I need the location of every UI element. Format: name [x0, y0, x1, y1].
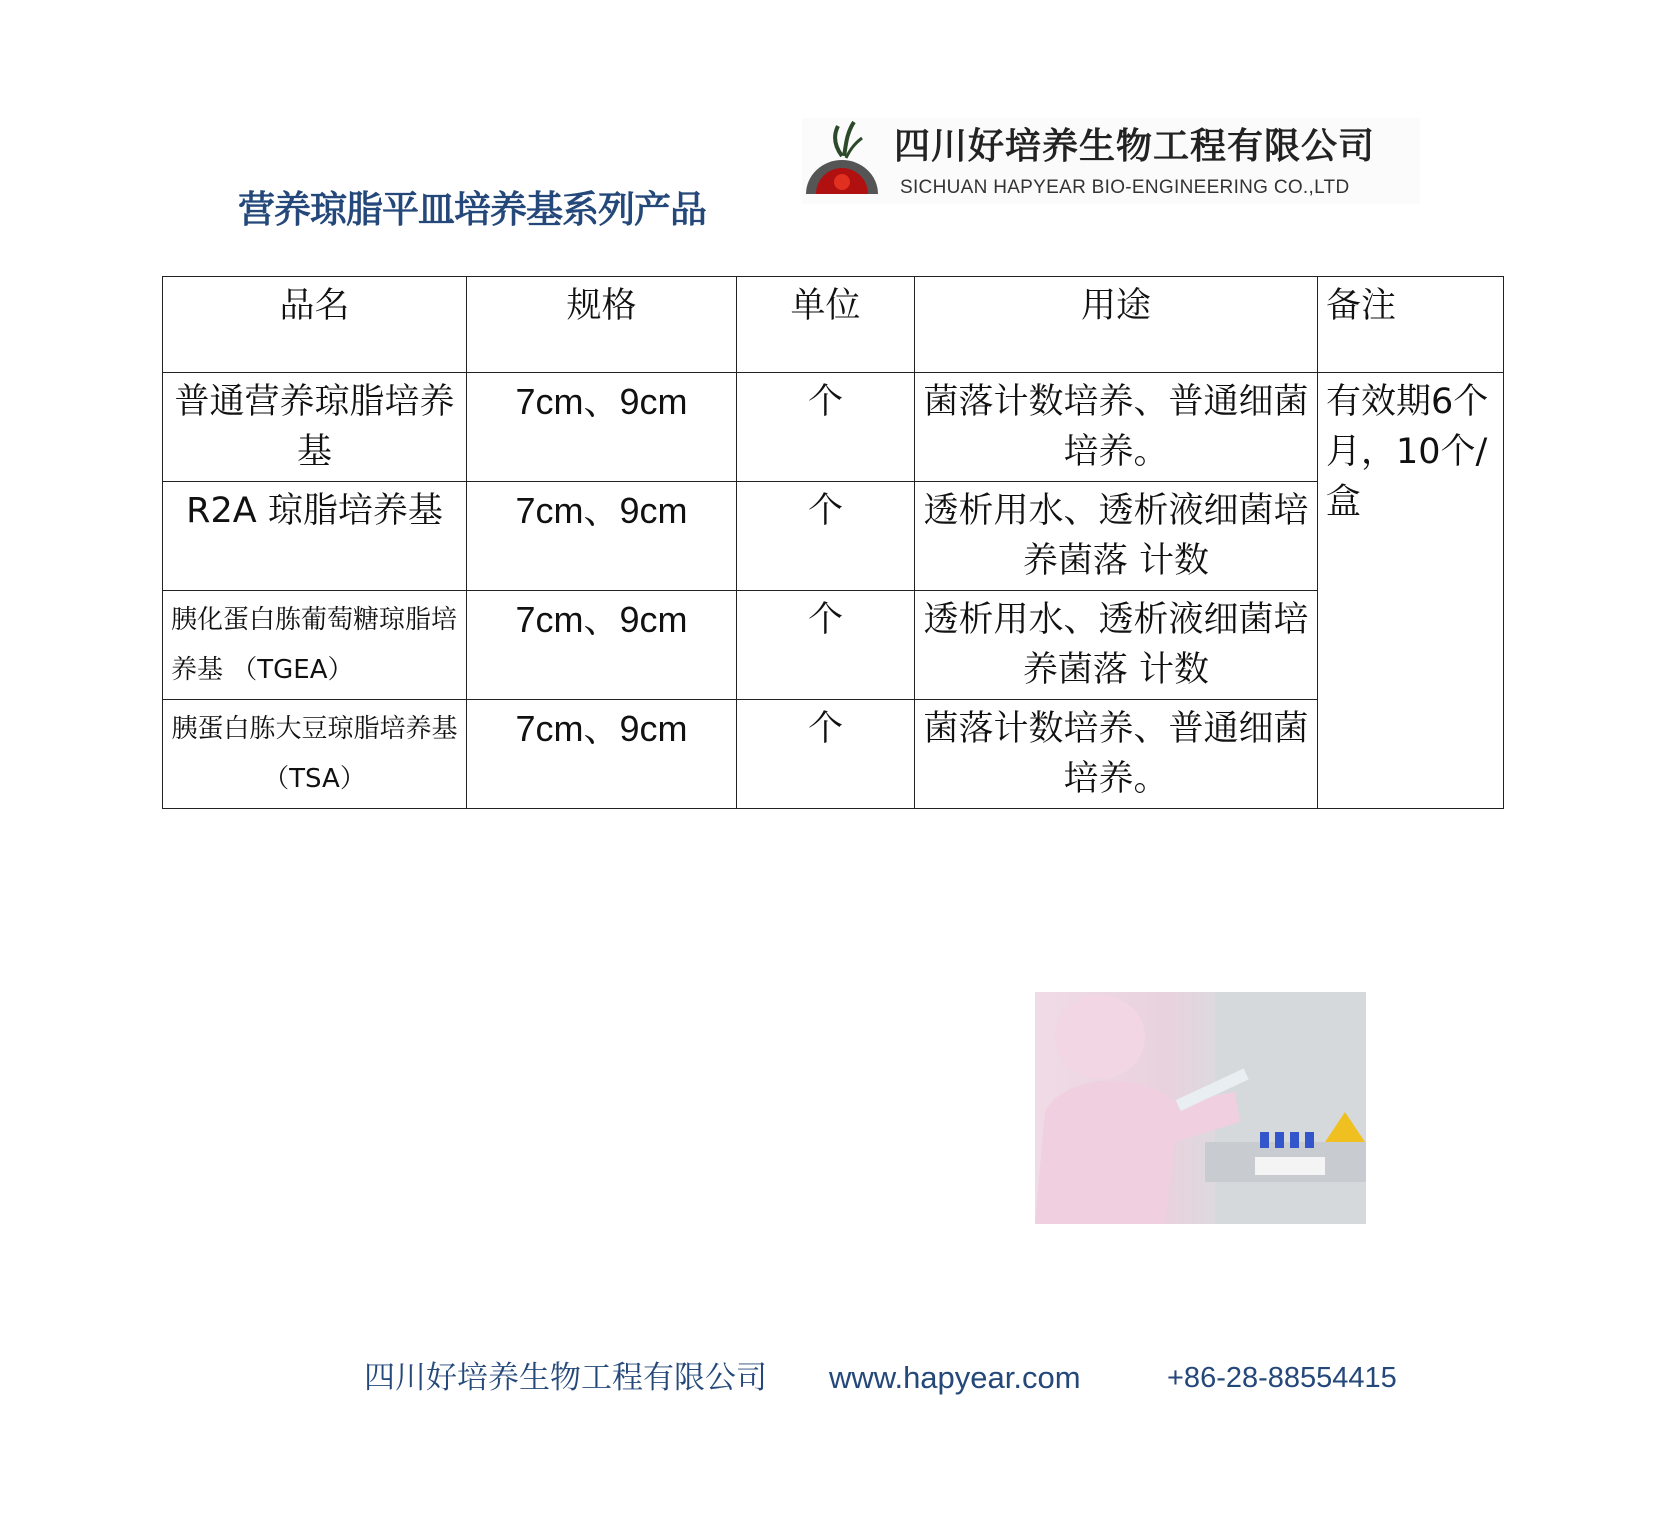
- product-name: 胰蛋白胨大豆琼脂培养基（TSA）: [163, 700, 467, 809]
- product-unit: 个: [737, 373, 915, 482]
- header-use: 用途: [915, 277, 1318, 373]
- logo-mark-icon: [802, 118, 882, 204]
- product-spec: 7cm、9cm: [467, 482, 737, 591]
- product-use: 透析用水、透析液细菌培养菌落 计数: [915, 591, 1318, 700]
- logo-company-cn: 四川好培养生物工程有限公司: [894, 126, 1376, 167]
- product-spec: 7cm、9cm: [467, 591, 737, 700]
- footer-website[interactable]: www.hapyear.com: [829, 1360, 1081, 1395]
- logo-company-en: SICHUAN HAPYEAR BIO-ENGINEERING CO.,LTD: [900, 177, 1350, 198]
- product-table: [162, 276, 1504, 809]
- product-unit: 个: [737, 482, 915, 591]
- page-title: 营养琼脂平皿培养基系列产品: [238, 188, 706, 231]
- product-name: R2A 琼脂培养基: [163, 482, 467, 591]
- header-spec: 规格: [467, 277, 737, 373]
- company-logo: [802, 118, 1420, 204]
- table-row: [163, 482, 1504, 591]
- product-unit: 个: [737, 700, 915, 809]
- product-use: 菌落计数培养、普通细菌培养。: [915, 700, 1318, 809]
- product-use: 透析用水、透析液细菌培养菌落 计数: [915, 482, 1318, 591]
- lab-photo: [1035, 992, 1366, 1224]
- product-use: 菌落计数培养、普通细菌培养。: [915, 373, 1318, 482]
- product-unit: 个: [737, 591, 915, 700]
- product-note: 有效期6个月，10个/盒: [1318, 373, 1504, 809]
- header-name: 品名: [163, 277, 467, 373]
- product-spec: 7cm、9cm: [467, 373, 737, 482]
- header-note: 备注: [1318, 277, 1504, 373]
- header-unit: 单位: [737, 277, 915, 373]
- table-row: [163, 373, 1504, 482]
- lab-worker-image: [1035, 992, 1366, 1224]
- table-header-row: [163, 277, 1504, 373]
- product-name: 普通营养琼脂培养基: [163, 373, 467, 482]
- product-name: 胰化蛋白胨葡萄糖琼脂培养基 （TGEA）: [163, 591, 467, 700]
- table-row: [163, 591, 1504, 700]
- footer-company: 四川好培养生物工程有限公司: [364, 1360, 767, 1395]
- footer-phone: +86-28-88554415: [1167, 1362, 1397, 1394]
- product-spec: 7cm、9cm: [467, 700, 737, 809]
- table-row: [163, 700, 1504, 809]
